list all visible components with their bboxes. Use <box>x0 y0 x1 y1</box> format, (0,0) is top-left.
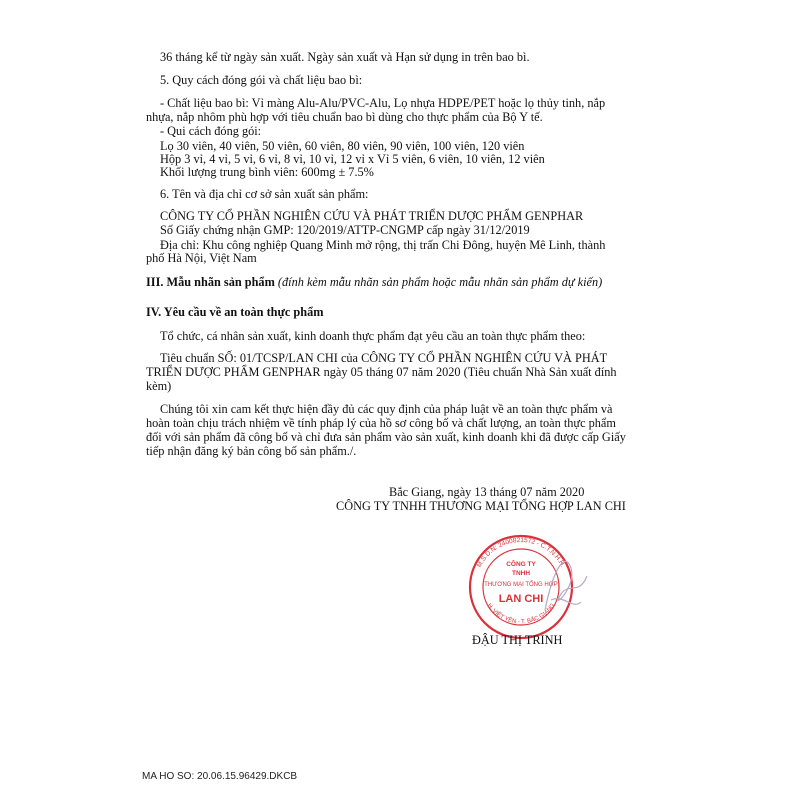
text-line: Chúng tôi xin cam kết thực hiện đầy đủ các quy định của pháp luật về an toàn thực phẩm và <box>160 402 613 416</box>
seal-line-2: TNHH <box>511 570 531 577</box>
footer-code: MA HO SO: 20.06.15.96429.DKCB <box>142 771 298 782</box>
text-line: TRIỂN DƯỢC PHẨM GENPHAR ngày 05 tháng 07 năm 2020 (Tiêu chuẩn Nhà Sản xuất đính <box>146 365 617 379</box>
text-line: nhựa, nắp nhôm phù hợp với tiêu chuẩn bao bì dùng cho thực phẩm của Bộ Y tế. <box>146 110 543 124</box>
text-line: CÔNG TY CỔ PHẦN NGHIÊN CỨU VÀ PHÁT TRIỂN DƯỢC PHẨM GENPHAR <box>160 209 584 223</box>
seal-line-3: THƯƠNG MẠI TỔNG HỢP <box>484 582 558 588</box>
text-line: Số Giấy chứng nhận GMP: 120/2019/ATTP-CNGMP cấp ngày 31/12/2019 <box>160 223 530 237</box>
section-4-heading: IV. Yêu cầu về an toàn thực phẩm <box>146 305 324 319</box>
text-line: Khối lượng trung bình viên: 600mg ± 7.5% <box>160 165 374 179</box>
signature-scribble <box>545 561 587 610</box>
text-line: Địa chỉ: Khu công nghiệp Quang Minh mở rộng, thị trấn Chi Đông, huyện Mê Linh, thành <box>160 238 606 252</box>
place-date: Bắc Giang, ngày 13 tháng 07 năm 2020 <box>389 485 585 499</box>
text-line: kèm) <box>146 379 172 393</box>
text-line: tiếp nhận đăng ký bản công bố sản phẩm./. <box>146 444 357 458</box>
seal-ring-bottom-text: H. VIỆT YÊN - T. BẮC GIANG <box>485 602 557 626</box>
seal-ring-top-text: M.S.D.N: 2400821572 - C.T.N.H.H. <box>475 536 567 569</box>
text-line: - Qui cách đóng gói: <box>160 124 262 138</box>
text-line: phố Hà Nội, Việt Nam <box>146 251 257 265</box>
company-name: CÔNG TY TNHH THƯƠNG MẠI TỔNG HỢP LAN CHI <box>336 499 626 513</box>
seal-line-1: CÔNG TY <box>506 561 536 568</box>
text-line: 6. Tên và địa chỉ cơ sở sản xuất sản phẩm: <box>160 187 369 201</box>
company-seal <box>453 530 593 640</box>
section-3-heading: III. Mẫu nhãn sản phẩm <box>146 275 275 289</box>
text-line: hoàn toàn chịu trách nhiệm về tính pháp lý của hồ sơ công bố và chất lượng, an toàn thực phẩm <box>146 416 616 430</box>
text-line: Tổ chức, cá nhân sản xuất, kinh doanh thực phẩm đạt yêu cầu an toàn thực phẩm theo: <box>160 329 586 343</box>
text-line: Hộp 3 vỉ, 4 vỉ, 5 vỉ, 6 vỉ, 8 vỉ, 10 vỉ, 12 vỉ x Vỉ 5 viên, 6 viên, 10 viên, 12 viên <box>160 152 545 166</box>
section-3-note: (đính kèm mẫu nhãn sản phẩm hoặc mẫu nhãn sản phẩm dự kiến) <box>277 275 603 289</box>
text-line: 5. Quy cách đóng gói và chất liệu bao bì: <box>160 73 363 87</box>
text-line: Lọ 30 viên, 40 viên, 50 viên, 60 viên, 80 viên, 90 viên, 100 viên, 120 viên <box>160 139 525 153</box>
text-line: Tiêu chuẩn SỐ: 01/TCSP/LAN CHI của CÔNG TY CỔ PHẦN NGHIÊN CỨU VÀ PHÁT <box>160 351 608 365</box>
text-line: 36 tháng kể từ ngày sản xuất. Ngày sản xuất và Hạn sử dụng in trên bao bì. <box>160 50 530 64</box>
section-3-header <box>146 275 602 289</box>
text-line: đối với sản phẩm đã công bố và chỉ đưa sản phẩm vào sản xuất, kinh doanh khi đã được cấp Giấy <box>146 430 626 444</box>
seal-line-4: LAN CHI <box>498 593 544 605</box>
text-line: - Chất liệu bao bì: Vỉ màng Alu-Alu/PVC-Alu, Lọ nhựa HDPE/PET hoặc lọ thủy tinh, nắp <box>160 96 606 110</box>
signer-name: ĐẬU THỊ TRINH <box>472 633 563 647</box>
